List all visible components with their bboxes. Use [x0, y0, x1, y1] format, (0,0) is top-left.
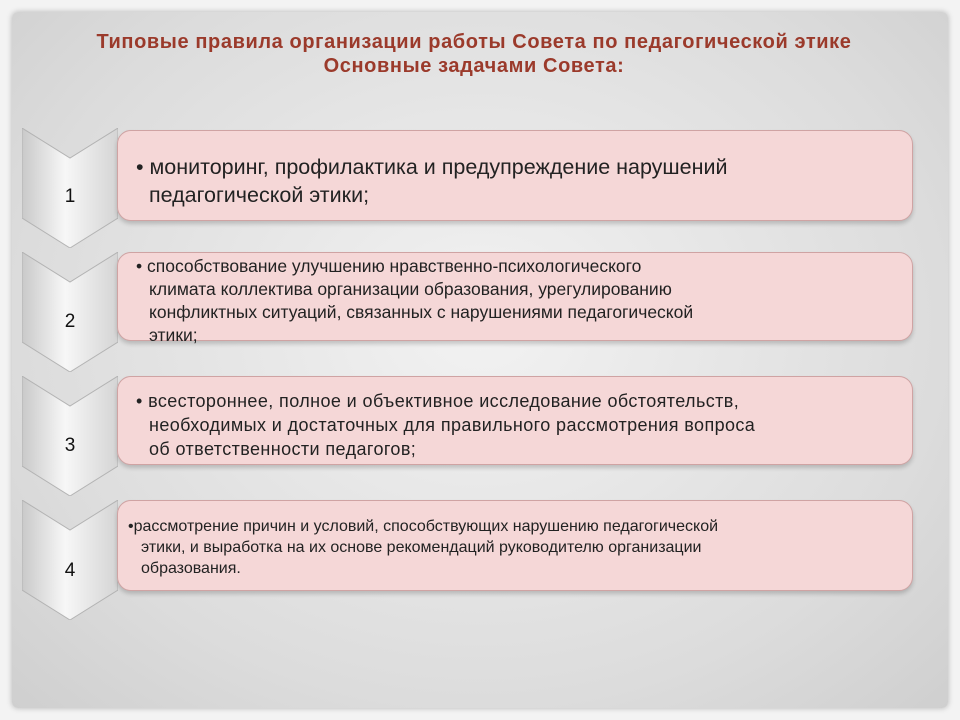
step-4-box: [117, 500, 913, 591]
title-line-1: Типовые правила организации работы Совета по педагогической этике: [96, 31, 852, 53]
step-4-line-2: этики, и выработка на их основе рекомендаций руководителю организации: [141, 539, 702, 556]
step-4-number: 4: [64, 560, 76, 581]
step-1-line-1: • мониторинг, профилактика и предупреждение нарушений: [136, 155, 728, 179]
step-1-box: [117, 130, 913, 221]
step-1-number: 1: [64, 186, 76, 207]
step-4-line-3: образования.: [141, 560, 241, 577]
step-3-line-1: • всестороннее, полное и объективное исследование обстоятельств,: [136, 391, 740, 411]
step-4-line-1: •рассмотрение причин и условий, способствующих нарушению педагогической: [128, 518, 719, 535]
step-2-line-1: • способствование улучшению нравственно-психологического: [136, 256, 642, 276]
step-3-line-2: необходимых и достаточных для правильного рассмотрения вопроса: [149, 415, 756, 435]
title-line-2: Основные задачами Совета:: [323, 55, 625, 77]
slide-background: [12, 12, 948, 708]
step-1-line-2: педагогической этики;: [149, 183, 370, 207]
step-3-line-3: об ответственности педагогов;: [149, 439, 417, 459]
step-3-box: [117, 376, 913, 465]
step-2-number: 2: [64, 311, 76, 332]
slide-title: [0, 30, 948, 78]
step-2-line-3: конфликтных ситуаций, связанных с нарушениями педагогической: [149, 302, 694, 322]
step-2-line-2: климата коллектива организации образования, урегулированию: [149, 279, 672, 299]
step-2-box: [117, 252, 913, 345]
step-2-line-4: этики;: [149, 325, 198, 345]
step-3-number: 3: [64, 435, 76, 456]
